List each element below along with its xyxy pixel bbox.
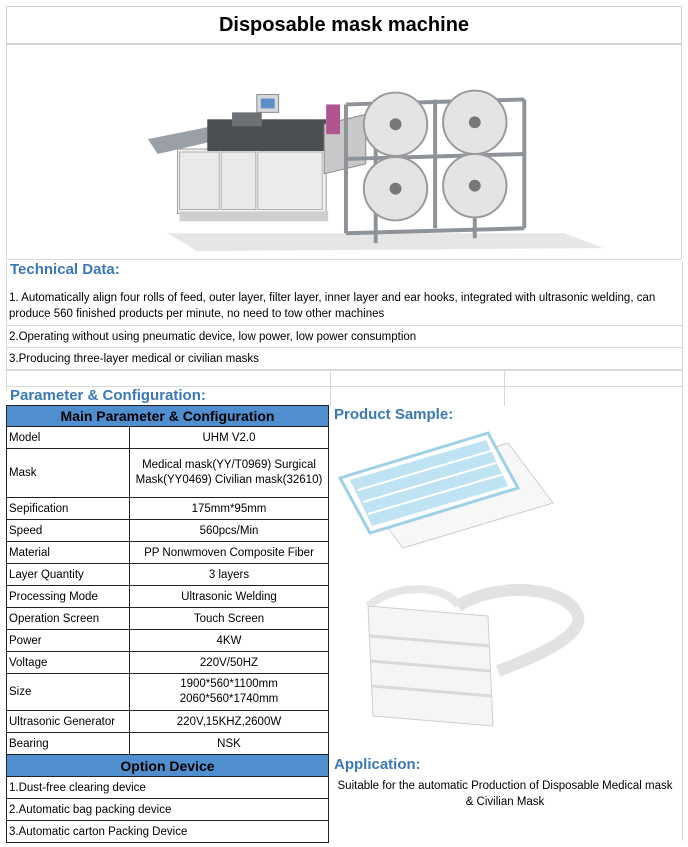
param-value: UHM V2.0 [130,427,329,449]
table-row [7,564,329,586]
table-row [7,542,329,564]
param-value: Ultrasonic Welding [130,586,329,608]
technical-line-3: 3.Producing three-layer medical or civilian masks [6,348,682,370]
product-sample-heading: Product Sample: [334,406,454,423]
param-value: 220V,15KHZ,2600W [130,711,329,733]
technical-line-2: 2.Operating without using pneumatic device, low power, low power consumption [6,326,682,348]
option-item: 3.Automatic carton Packing Device [7,821,329,843]
option-item: 2.Automatic bag packing device [7,799,329,821]
option-item: 1.Dust-free clearing device [7,777,329,799]
param-key: Ultrasonic Generator [7,711,130,733]
table-row [7,711,329,733]
option-row [7,821,329,843]
param-key: Layer Quantity [7,564,130,586]
param-value: 560pcs/Min [130,520,329,542]
param-value [130,674,329,711]
param-value: Touch Screen [130,608,329,630]
param-value: PP Nonwmoven Composite Fiber [130,542,329,564]
application-text: Suitable for the automatic Production of Disposable Medical mask & Civilian Mask [337,780,673,808]
param-key: Mask [7,449,130,498]
param-key: Operation Screen [7,608,130,630]
machine-image [6,44,682,260]
page-title: Disposable mask machine [6,6,682,44]
size-value-1: 1900*560*1100mm [180,678,278,690]
table-row [7,608,329,630]
param-key: Material [7,542,130,564]
parameter-table-title: Main Parameter & Configuration [7,406,329,427]
option-device-heading: Option Device [7,755,329,777]
param-value: 4KW [130,630,329,652]
table-row [7,498,329,520]
table-row [7,630,329,652]
param-key: Voltage [7,652,130,674]
earloop-mask-image [338,576,588,736]
param-key: Power [7,630,130,652]
table-row [7,520,329,542]
technical-line-1: 1. Automatically align four rolls of feed, outer layer, filter layer, inner layer and ear hooks, integrated with ultrasonic welding, can produce 560 finished products per minute, no need to tow other machines [6,288,682,326]
param-key: Sepification [7,498,130,520]
param-key: Model [7,427,130,449]
technical-data-heading: Technical Data: [10,261,120,278]
param-value: NSK [130,733,329,755]
param-value: Medical mask(YY/T0969) Surgical Mask(YY0469) Civilian mask(32610) [130,449,329,498]
table-row [7,586,329,608]
param-key: Speed [7,520,130,542]
table-row [7,733,329,755]
table-row [7,449,329,498]
application-heading: Application: [334,756,421,773]
param-value: 3 layers [130,564,329,586]
option-row [7,799,329,821]
parameter-table [6,405,329,843]
param-value: 220V/50HZ [130,652,329,674]
param-value: 175mm*95mm [130,498,329,520]
size-value-2: 2060*560*1740mm [179,693,279,705]
flat-mask-image [338,428,558,554]
parameter-heading: Parameter & Configuration: [10,387,206,404]
param-key: Processing Mode [7,586,130,608]
param-key: Size [7,674,130,711]
table-row [7,427,329,449]
option-row [7,777,329,799]
table-row [7,652,329,674]
param-key: Bearing [7,733,130,755]
table-row [7,674,329,711]
